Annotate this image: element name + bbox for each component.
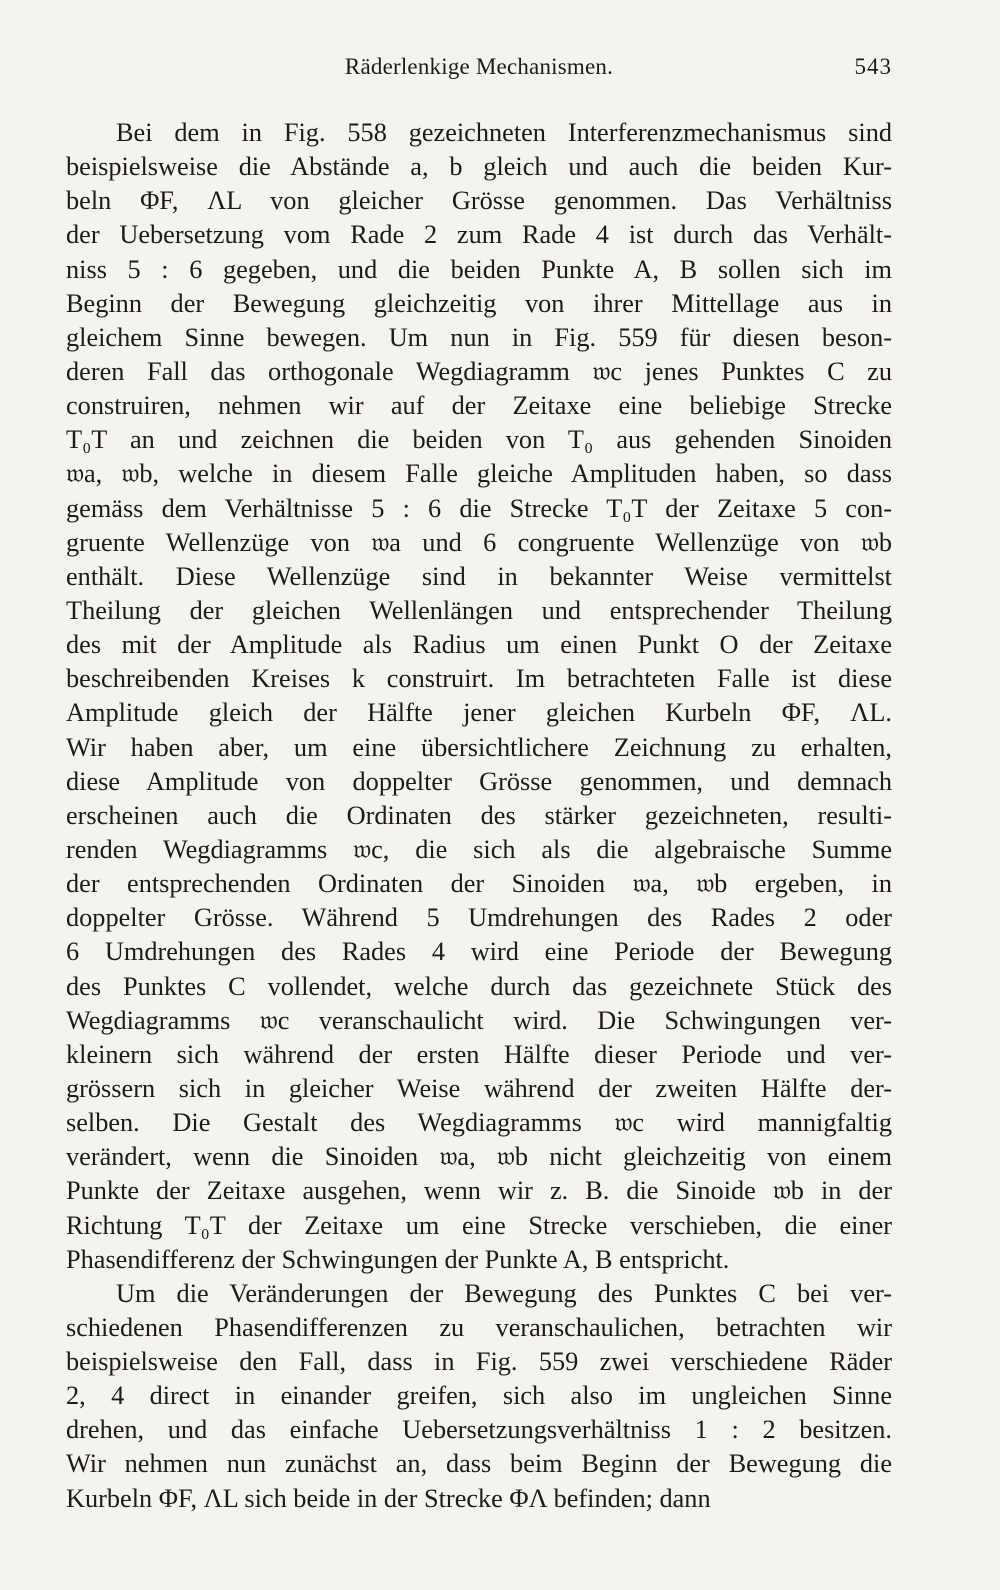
text-line: construiren, nehmen wir auf der Zeitaxe eine beliebige Strecke (66, 391, 892, 421)
running-title: Räderlenkige Mechanismen. (344, 54, 614, 79)
text-line: der Uebersetzung vom Rade 2 zum Rade 4 ist durch das Verhält- (66, 220, 892, 250)
text-line: Beginn der Bewegung gleichzeitig von ihrer Mittellage aus in (66, 288, 892, 318)
text-line: des Punktes C vollendet, welche durch das gezeichnete Stück des (66, 971, 892, 1001)
text-line: gruente Wellenzüge von 𝔴a und 6 congruente Wellenzüge von 𝔴b (66, 527, 892, 557)
text-line: Amplitude gleich der Hälfte jener gleichen Kurbeln ΦF, ΛL. (66, 698, 892, 728)
text-line: grössern sich in gleicher Weise während der zweiten Hälfte der- (66, 1073, 892, 1103)
text-line: beispielsweise den Fall, dass in Fig. 559 zwei verschiedene Räder (66, 1347, 892, 1377)
text-line: Phasendifferenz der Schwingungen der Punkte A, B entspricht. (66, 1244, 730, 1274)
text-line: schiedenen Phasendifferenzen zu veranschaulichen, betrachten wir (66, 1312, 892, 1342)
text-line: 𝔴a, 𝔴b, welche in diesem Falle gleiche Amplituden haben, so dass (66, 459, 892, 489)
text-line: doppelter Grösse. Während 5 Umdrehungen des Rades 2 oder (66, 903, 892, 933)
text-line: renden Wegdiagramms 𝔴c, die sich als die algebraische Summe (66, 834, 892, 864)
text-line: deren Fall das orthogonale Wegdiagramm 𝔴c jenes Punktes C zu (66, 356, 892, 386)
body-text (66, 116, 892, 1516)
text-line: erscheinen auch die Ordinaten des stärker gezeichneten, resulti- (66, 800, 892, 830)
text-line: kleinern sich während der ersten Hälfte dieser Periode und ver- (66, 1039, 892, 1069)
text-line: 2, 4 direct in einander greifen, sich also im ungleichen Sinne (66, 1381, 892, 1411)
text-line: selben. Die Gestalt des Wegdiagramms 𝔴c wird mannigfaltig (66, 1108, 892, 1138)
text-line: Richtung T₀T der Zeitaxe um eine Strecke verschieben, die einer (66, 1210, 892, 1240)
text-line: Um die Veränderungen der Bewegung des Punktes C bei ver- (116, 1278, 892, 1308)
text-line: der entsprechenden Ordinaten der Sinoiden 𝔴a, 𝔴b ergeben, in (66, 869, 892, 899)
text-line: Theilung der gleichen Wellenlängen und entsprechender Theilung (66, 595, 892, 625)
text-line: Bei dem in Fig. 558 gezeichneten Interferenzmechanismus sind (116, 118, 892, 147)
text-line: gleichem Sinne bewegen. Um nun in Fig. 559 für diesen beson- (66, 322, 892, 352)
text-line: verändert, wenn die Sinoiden 𝔴a, 𝔴b nicht gleichzeitig von einem (66, 1142, 892, 1172)
text-line: Kurbeln ΦF, ΛL sich beide in der Strecke ΦΛ befinden; dann (66, 1483, 711, 1513)
paragraph (66, 1277, 892, 1516)
text-line: Wegdiagramms 𝔴c veranschaulicht wird. Die Schwingungen ver- (66, 1005, 892, 1035)
text-line: beispielsweise die Abstände a, b gleich und auch die beiden Kur- (66, 152, 892, 182)
text-line: des mit der Amplitude als Radius um einen Punkt O der Zeitaxe (66, 630, 892, 660)
text-line: niss 5 : 6 gegeben, und die beiden Punkte A, B sollen sich im (66, 254, 892, 284)
paragraphs (66, 116, 892, 1516)
text-line: diese Amplitude von doppelter Grösse genommen, und demnach (66, 766, 892, 796)
text-line: drehen, und das einfache Uebersetzungsverhältniss 1 : 2 besitzen. (66, 1415, 892, 1445)
text-line: T₀T an und zeichnen die beiden von T₀ aus gehenden Sinoiden (66, 425, 892, 455)
text-line: Punkte der Zeitaxe ausgehen, wenn wir z. B. die Sinoide 𝔴b in der (66, 1176, 892, 1206)
text-line: gemäss dem Verhältnisse 5 : 6 die Strecke T₀T der Zeitaxe 5 con- (66, 493, 892, 523)
paragraph (66, 116, 892, 1277)
text-line: Wir haben aber, um eine übersichtlichere Zeichnung zu erhalten, (66, 732, 892, 762)
text-line: enthält. Diese Wellenzüge sind in bekannter Weise vermittelst (66, 561, 892, 591)
page-number: 543 (854, 54, 892, 79)
text-line: beln ΦF, ΛL von gleicher Grösse genommen. Das Verhältniss (66, 186, 892, 216)
text-line: Wir nehmen nun zunächst an, dass beim Beginn der Bewegung die (66, 1449, 892, 1479)
text-line: 6 Umdrehungen des Rades 4 wird eine Periode der Bewegung (66, 937, 892, 967)
text-line: beschreibenden Kreises k construirt. Im betrachteten Falle ist diese (66, 664, 892, 694)
page-header (66, 54, 892, 90)
